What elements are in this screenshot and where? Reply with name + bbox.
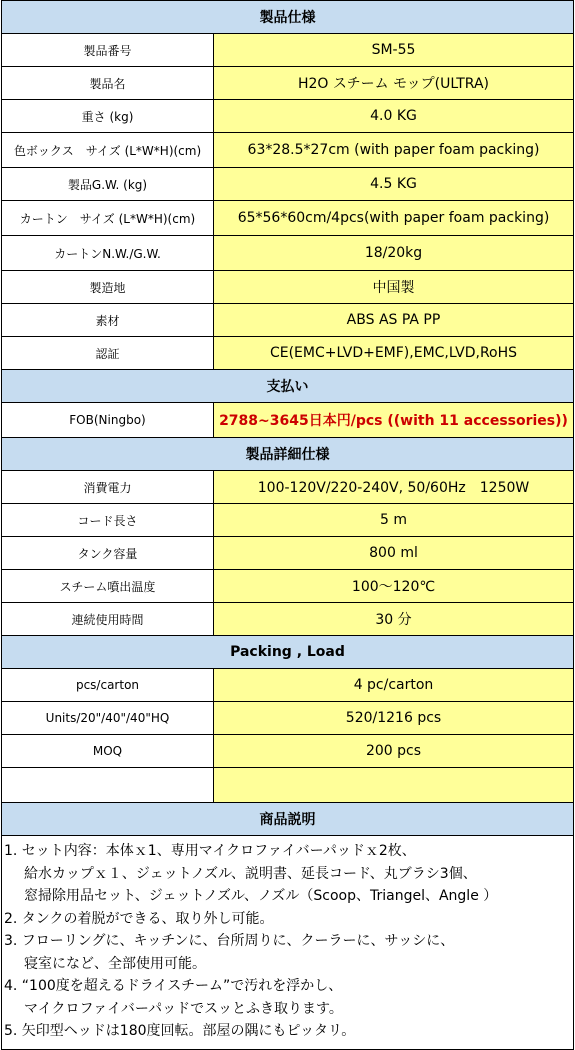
row-value: 2788~3645日本円/pcs ((with 11 accessories)) bbox=[214, 403, 573, 437]
row-value: 65*56*60cm/4pcs(with paper foam packing) bbox=[214, 201, 573, 235]
section-header-spec: 製品仕様 bbox=[2, 1, 573, 34]
row-value: CE(EMC+LVD+EMF),EMC,LVD,RoHS bbox=[214, 337, 573, 369]
table-row bbox=[2, 271, 573, 304]
table-row bbox=[2, 504, 573, 537]
table-row bbox=[2, 304, 573, 337]
row-label: 製造地 bbox=[2, 271, 214, 303]
row-label bbox=[2, 768, 214, 802]
row-value: 4.5 KG bbox=[214, 168, 573, 200]
row-label: カートン サイズ (L*W*H)(cm) bbox=[2, 201, 214, 235]
spec-table bbox=[2, 34, 573, 370]
description-line: 3. フローリングに、キッチンに、台所周りに、クーラーに、サッシに、 bbox=[4, 933, 455, 949]
row-label: 素材 bbox=[2, 304, 214, 336]
section-header-payment: 支払い bbox=[2, 370, 573, 403]
row-value: SM-55 bbox=[214, 34, 573, 66]
row-value: 63*28.5*27cm (with paper foam packing) bbox=[214, 133, 573, 167]
row-label: 連続使用時間 bbox=[2, 603, 214, 635]
row-label: pcs/carton bbox=[2, 669, 214, 701]
row-label: MOQ bbox=[2, 735, 214, 767]
description-line: マイクロファイバーパッドでスッとふき取ります。 bbox=[24, 1000, 343, 1017]
description-line: 窓掃除用品セット、ジェットノズル、ノズル（Scoop、Triangel、Angle ） bbox=[24, 888, 498, 904]
row-label: コード長さ bbox=[2, 504, 214, 536]
table-row bbox=[2, 735, 573, 768]
row-value: 18/20kg bbox=[214, 236, 573, 270]
description-line: 寝室になど、全部使用可能。 bbox=[24, 955, 206, 972]
section-header-packing: Packing , Load bbox=[2, 636, 573, 669]
row-value: 30 分 bbox=[214, 603, 573, 635]
row-label: カートンN.W./G.W. bbox=[2, 236, 214, 270]
row-label: 認証 bbox=[2, 337, 214, 369]
row-value: 100-120V/220-240V, 50/60Hz 1250W bbox=[214, 471, 573, 503]
row-value: ABS AS PA PP bbox=[214, 304, 573, 336]
table-row bbox=[2, 236, 573, 271]
table-row bbox=[2, 168, 573, 201]
table-row bbox=[2, 570, 573, 603]
row-label: 消費電力 bbox=[2, 471, 214, 503]
row-value: 800 ml bbox=[214, 537, 573, 569]
row-label: 製品名 bbox=[2, 67, 214, 99]
description-line: 給水カップｘ１、ジェットノズル、説明書、延長コード、丸ブラシ3個、 bbox=[24, 865, 477, 882]
table-row bbox=[2, 403, 573, 438]
row-value: 100～120℃ bbox=[214, 570, 573, 602]
row-value: 4 pc/carton bbox=[214, 669, 573, 701]
table-row bbox=[2, 603, 573, 636]
row-label: FOB(Ningbo) bbox=[2, 403, 214, 437]
row-value: 中国製 bbox=[214, 271, 573, 303]
table-row bbox=[2, 100, 573, 133]
row-value: H2O スチーム モップ(ULTRA) bbox=[214, 67, 573, 99]
row-label: スチーム噴出温度 bbox=[2, 570, 214, 602]
detail-table bbox=[2, 471, 573, 636]
row-value: 4.0 KG bbox=[214, 100, 573, 132]
description-line: 1. セット内容：本体ｘ1、専用マイクロファイバーパッドｘ2枚、 bbox=[4, 843, 416, 859]
table-row bbox=[2, 471, 573, 504]
packing-table bbox=[2, 669, 573, 803]
table-row bbox=[2, 702, 573, 735]
row-value bbox=[214, 768, 573, 802]
section-header-description: 商品説明 bbox=[2, 803, 573, 836]
row-value: 200 pcs bbox=[214, 735, 573, 767]
row-value: 5 m bbox=[214, 504, 573, 536]
row-label: 色ボックス サイズ (L*W*H)(cm) bbox=[2, 133, 214, 167]
row-label: Units/20"/40"/40"HQ bbox=[2, 702, 214, 734]
table-row bbox=[2, 201, 573, 236]
row-value: 520/1216 pcs bbox=[214, 702, 573, 734]
row-label: タンク容量 bbox=[2, 537, 214, 569]
table-row bbox=[2, 337, 573, 370]
table-row bbox=[2, 537, 573, 570]
description-line: 4. “100度を超えるドライスチーム”で汚れを浮かし、 bbox=[4, 978, 343, 994]
table-row bbox=[2, 133, 573, 168]
section-header-detail: 製品詳細仕様 bbox=[2, 438, 573, 471]
table-row bbox=[2, 67, 573, 100]
table-row bbox=[2, 34, 573, 67]
payment-table bbox=[2, 403, 573, 438]
table-row bbox=[2, 669, 573, 702]
row-label: 製品番号 bbox=[2, 34, 214, 66]
product-spec-sheet bbox=[1, 0, 574, 1050]
row-label: 製品G.W. (kg) bbox=[2, 168, 214, 200]
product-description bbox=[2, 836, 573, 1049]
table-row bbox=[2, 768, 573, 803]
row-label: 重さ (kg) bbox=[2, 100, 214, 132]
description-line: 2. タンクの着脱ができる、取り外し可能。 bbox=[4, 910, 274, 927]
description-line: 5. 矢印型ヘッドは180度回転。部屋の隅にもピッタリ。 bbox=[4, 1023, 356, 1039]
